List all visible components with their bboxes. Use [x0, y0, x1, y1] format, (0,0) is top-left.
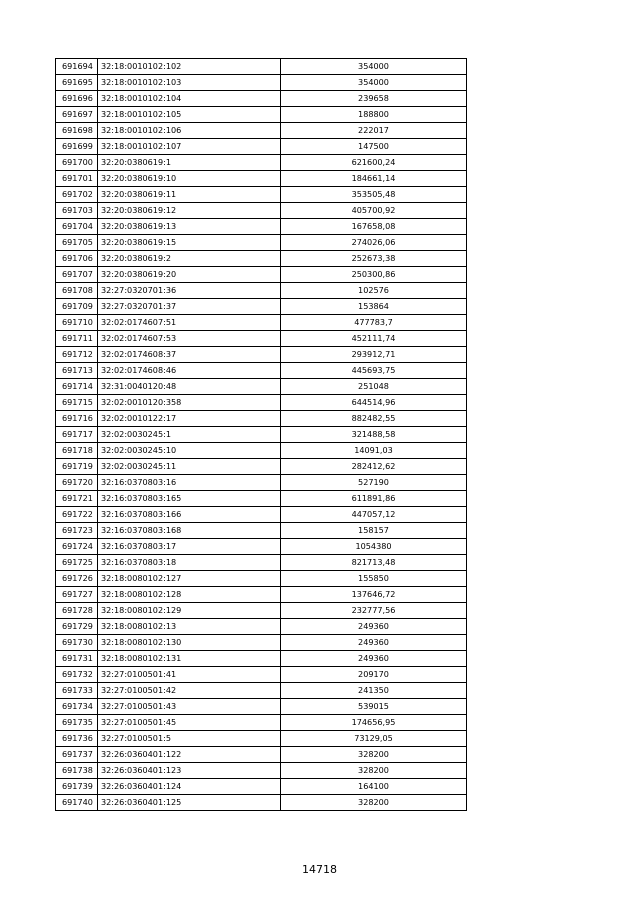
cadastral-number-cell: 32:20:0380619:12 — [98, 203, 281, 219]
row-number-cell: 691701 — [56, 171, 98, 187]
value-cell: 447057,12 — [281, 507, 467, 523]
value-cell: 14091,03 — [281, 443, 467, 459]
row-number-cell: 691699 — [56, 139, 98, 155]
table-row — [56, 251, 467, 267]
table-row — [56, 91, 467, 107]
row-number-cell: 691708 — [56, 283, 98, 299]
cadastral-number-cell: 32:16:0370803:165 — [98, 491, 281, 507]
row-number-cell: 691717 — [56, 427, 98, 443]
row-number-cell: 691725 — [56, 555, 98, 571]
row-number-cell: 691739 — [56, 779, 98, 795]
value-cell: 821713,48 — [281, 555, 467, 571]
value-cell: 251048 — [281, 379, 467, 395]
row-number-cell: 691707 — [56, 267, 98, 283]
table-row — [56, 427, 467, 443]
page-number: 14718 — [302, 863, 337, 876]
row-number-cell: 691735 — [56, 715, 98, 731]
cadastral-number-cell: 32:18:0080102:127 — [98, 571, 281, 587]
table-row — [56, 59, 467, 75]
table-row — [56, 731, 467, 747]
cadastral-number-cell: 32:27:0100501:41 — [98, 667, 281, 683]
value-cell: 174656,95 — [281, 715, 467, 731]
cadastral-number-cell: 32:02:0174608:46 — [98, 363, 281, 379]
row-number-cell: 691732 — [56, 667, 98, 683]
row-number-cell: 691731 — [56, 651, 98, 667]
table-row — [56, 587, 467, 603]
value-cell: 539015 — [281, 699, 467, 715]
cadastral-number-cell: 32:27:0320701:37 — [98, 299, 281, 315]
row-number-cell: 691720 — [56, 475, 98, 491]
row-number-cell: 691719 — [56, 459, 98, 475]
value-cell: 354000 — [281, 75, 467, 91]
value-cell: 328200 — [281, 763, 467, 779]
value-cell: 184661,14 — [281, 171, 467, 187]
cadastral-number-cell: 32:18:0080102:129 — [98, 603, 281, 619]
cadastral-number-cell: 32:18:0080102:13 — [98, 619, 281, 635]
table-row — [56, 763, 467, 779]
table-row — [56, 603, 467, 619]
value-cell: 282412,62 — [281, 459, 467, 475]
value-cell: 222017 — [281, 123, 467, 139]
row-number-cell: 691728 — [56, 603, 98, 619]
cadastral-number-cell: 32:18:0010102:102 — [98, 59, 281, 75]
cadastral-number-cell: 32:20:0380619:2 — [98, 251, 281, 267]
cadastral-number-cell: 32:20:0380619:10 — [98, 171, 281, 187]
table-row — [56, 475, 467, 491]
value-cell: 153864 — [281, 299, 467, 315]
row-number-cell: 691709 — [56, 299, 98, 315]
table-row — [56, 235, 467, 251]
cadastral-number-cell: 32:27:0100501:45 — [98, 715, 281, 731]
cadastral-number-cell: 32:20:0380619:11 — [98, 187, 281, 203]
table-row — [56, 667, 467, 683]
row-number-cell: 691702 — [56, 187, 98, 203]
value-cell: 241350 — [281, 683, 467, 699]
row-number-cell: 691734 — [56, 699, 98, 715]
value-cell: 158157 — [281, 523, 467, 539]
cadastral-number-cell: 32:02:0030245:11 — [98, 459, 281, 475]
table-row — [56, 699, 467, 715]
table-row — [56, 139, 467, 155]
cadastral-number-cell: 32:18:0010102:106 — [98, 123, 281, 139]
cadastral-value-table — [55, 58, 467, 811]
value-cell: 209170 — [281, 667, 467, 683]
row-number-cell: 691710 — [56, 315, 98, 331]
table-row — [56, 651, 467, 667]
row-number-cell: 691729 — [56, 619, 98, 635]
value-cell: 328200 — [281, 747, 467, 763]
cadastral-number-cell: 32:18:0010102:103 — [98, 75, 281, 91]
row-number-cell: 691726 — [56, 571, 98, 587]
table-row — [56, 155, 467, 171]
value-cell: 249360 — [281, 619, 467, 635]
cadastral-number-cell: 32:27:0100501:43 — [98, 699, 281, 715]
cadastral-number-cell: 32:02:0010122:17 — [98, 411, 281, 427]
value-cell: 188800 — [281, 107, 467, 123]
table-body — [56, 59, 467, 811]
table-row — [56, 331, 467, 347]
value-cell: 164100 — [281, 779, 467, 795]
cadastral-number-cell: 32:18:0010102:107 — [98, 139, 281, 155]
table-row — [56, 123, 467, 139]
row-number-cell: 691695 — [56, 75, 98, 91]
table-row — [56, 443, 467, 459]
cadastral-number-cell: 32:26:0360401:125 — [98, 795, 281, 811]
row-number-cell: 691716 — [56, 411, 98, 427]
table-row — [56, 715, 467, 731]
table-row — [56, 795, 467, 811]
cadastral-number-cell: 32:27:0100501:5 — [98, 731, 281, 747]
value-cell: 167658,08 — [281, 219, 467, 235]
value-cell: 250300,86 — [281, 267, 467, 283]
cadastral-number-cell: 32:27:0100501:42 — [98, 683, 281, 699]
row-number-cell: 691740 — [56, 795, 98, 811]
value-cell: 232777,56 — [281, 603, 467, 619]
row-number-cell: 691723 — [56, 523, 98, 539]
value-cell: 621600,24 — [281, 155, 467, 171]
value-cell: 644514,96 — [281, 395, 467, 411]
cadastral-number-cell: 32:20:0380619:15 — [98, 235, 281, 251]
value-cell: 147500 — [281, 139, 467, 155]
cadastral-number-cell: 32:16:0370803:16 — [98, 475, 281, 491]
row-number-cell: 691711 — [56, 331, 98, 347]
value-cell: 321488,58 — [281, 427, 467, 443]
table-row — [56, 171, 467, 187]
cadastral-number-cell: 32:18:0010102:104 — [98, 91, 281, 107]
cadastral-number-cell: 32:18:0080102:130 — [98, 635, 281, 651]
row-number-cell: 691724 — [56, 539, 98, 555]
cadastral-number-cell: 32:16:0370803:168 — [98, 523, 281, 539]
table-row — [56, 411, 467, 427]
row-number-cell: 691713 — [56, 363, 98, 379]
cadastral-number-cell: 32:26:0360401:124 — [98, 779, 281, 795]
value-cell: 249360 — [281, 651, 467, 667]
value-cell: 611891,86 — [281, 491, 467, 507]
cadastral-number-cell: 32:02:0174607:53 — [98, 331, 281, 347]
table-row — [56, 539, 467, 555]
cadastral-number-cell: 32:31:0040120:48 — [98, 379, 281, 395]
cadastral-number-cell: 32:02:0174608:37 — [98, 347, 281, 363]
table-row — [56, 507, 467, 523]
row-number-cell: 691733 — [56, 683, 98, 699]
table-row — [56, 747, 467, 763]
table-row — [56, 219, 467, 235]
row-number-cell: 691700 — [56, 155, 98, 171]
table-row — [56, 299, 467, 315]
row-number-cell: 691736 — [56, 731, 98, 747]
table-row — [56, 347, 467, 363]
cadastral-number-cell: 32:20:0380619:1 — [98, 155, 281, 171]
cadastral-number-cell: 32:02:0010120:358 — [98, 395, 281, 411]
table-row — [56, 683, 467, 699]
table-row — [56, 635, 467, 651]
table-row — [56, 187, 467, 203]
row-number-cell: 691712 — [56, 347, 98, 363]
row-number-cell: 691718 — [56, 443, 98, 459]
cadastral-number-cell: 32:20:0380619:20 — [98, 267, 281, 283]
table-row — [56, 523, 467, 539]
table-row — [56, 315, 467, 331]
row-number-cell: 691737 — [56, 747, 98, 763]
row-number-cell: 691696 — [56, 91, 98, 107]
cadastral-number-cell: 32:02:0030245:1 — [98, 427, 281, 443]
table-row — [56, 363, 467, 379]
cadastral-number-cell: 32:18:0080102:131 — [98, 651, 281, 667]
value-cell: 477783,7 — [281, 315, 467, 331]
value-cell: 882482,55 — [281, 411, 467, 427]
value-cell: 405700,92 — [281, 203, 467, 219]
row-number-cell: 691727 — [56, 587, 98, 603]
row-number-cell: 691703 — [56, 203, 98, 219]
value-cell: 445693,75 — [281, 363, 467, 379]
row-number-cell: 691722 — [56, 507, 98, 523]
value-cell: 239658 — [281, 91, 467, 107]
table-row — [56, 459, 467, 475]
row-number-cell: 691714 — [56, 379, 98, 395]
value-cell: 527190 — [281, 475, 467, 491]
table-row — [56, 267, 467, 283]
value-cell: 249360 — [281, 635, 467, 651]
row-number-cell: 691738 — [56, 763, 98, 779]
table-row — [56, 107, 467, 123]
value-cell: 274026,06 — [281, 235, 467, 251]
cadastral-number-cell: 32:02:0030245:10 — [98, 443, 281, 459]
table-row — [56, 571, 467, 587]
table-row — [56, 619, 467, 635]
table-row — [56, 379, 467, 395]
row-number-cell: 691721 — [56, 491, 98, 507]
value-cell: 452111,74 — [281, 331, 467, 347]
table-row — [56, 491, 467, 507]
row-number-cell: 691730 — [56, 635, 98, 651]
table-row — [56, 283, 467, 299]
row-number-cell: 691698 — [56, 123, 98, 139]
cadastral-number-cell: 32:02:0174607:51 — [98, 315, 281, 331]
table-row — [56, 395, 467, 411]
cadastral-number-cell: 32:26:0360401:123 — [98, 763, 281, 779]
row-number-cell: 691697 — [56, 107, 98, 123]
cadastral-number-cell: 32:27:0320701:36 — [98, 283, 281, 299]
table-row — [56, 779, 467, 795]
row-number-cell: 691715 — [56, 395, 98, 411]
cadastral-number-cell: 32:26:0360401:122 — [98, 747, 281, 763]
value-cell: 252673,38 — [281, 251, 467, 267]
cadastral-number-cell: 32:18:0080102:128 — [98, 587, 281, 603]
cadastral-number-cell: 32:18:0010102:105 — [98, 107, 281, 123]
value-cell: 354000 — [281, 59, 467, 75]
table-row — [56, 203, 467, 219]
table-row — [56, 75, 467, 91]
row-number-cell: 691705 — [56, 235, 98, 251]
cadastral-number-cell: 32:16:0370803:17 — [98, 539, 281, 555]
value-cell: 1054380 — [281, 539, 467, 555]
table-row — [56, 555, 467, 571]
value-cell: 137646,72 — [281, 587, 467, 603]
value-cell: 328200 — [281, 795, 467, 811]
value-cell: 73129,05 — [281, 731, 467, 747]
value-cell: 293912,71 — [281, 347, 467, 363]
value-cell: 155850 — [281, 571, 467, 587]
row-number-cell: 691704 — [56, 219, 98, 235]
value-cell: 353505,48 — [281, 187, 467, 203]
cadastral-number-cell: 32:20:0380619:13 — [98, 219, 281, 235]
cadastral-number-cell: 32:16:0370803:166 — [98, 507, 281, 523]
row-number-cell: 691694 — [56, 59, 98, 75]
value-cell: 102576 — [281, 283, 467, 299]
cadastral-number-cell: 32:16:0370803:18 — [98, 555, 281, 571]
row-number-cell: 691706 — [56, 251, 98, 267]
